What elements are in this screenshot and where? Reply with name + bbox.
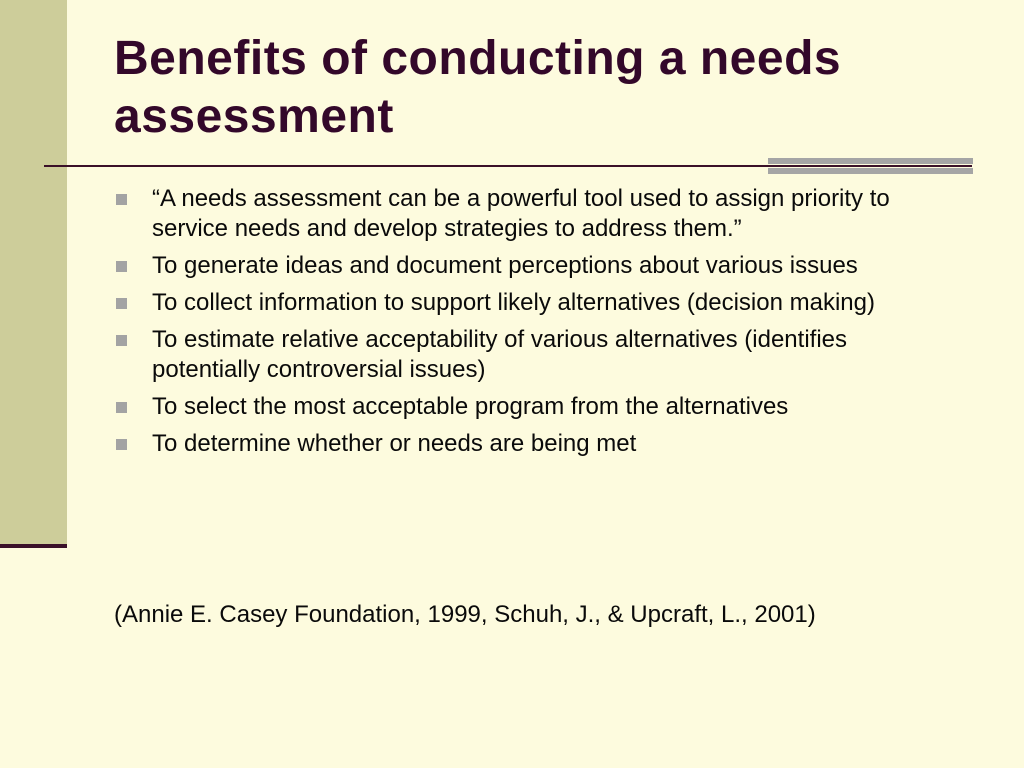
list-item — [114, 325, 914, 385]
list-item — [114, 392, 914, 422]
square-bullet-icon — [116, 402, 127, 413]
citation: (Annie E. Casey Foundation, 1999, Schuh, J., & Upcraft, L., 2001) — [114, 601, 816, 628]
left-bar-underline — [0, 544, 67, 548]
list-item — [114, 429, 914, 459]
accent-bar — [768, 168, 973, 174]
left-decorative-bar — [0, 0, 67, 546]
bullet-text: To determine whether or needs are being met — [152, 430, 637, 457]
square-bullet-icon — [116, 439, 127, 450]
list-item — [114, 251, 914, 281]
bullet-text: To select the most acceptable program from the alternatives — [152, 393, 789, 420]
bullet-text: To estimate relative acceptability of various alternatives (identifies potentially controversial issues) — [152, 326, 847, 383]
bullet-text: To collect information to support likely alternatives (decision making) — [152, 289, 875, 316]
accent-bar — [768, 158, 973, 164]
list-item — [114, 184, 914, 244]
bullet-list — [114, 184, 914, 466]
accent-bars — [768, 158, 973, 180]
slide-title: Benefits of conducting a needs assessment — [114, 32, 842, 143]
square-bullet-icon — [116, 335, 127, 346]
square-bullet-icon — [116, 298, 127, 309]
bullet-text: To generate ideas and document perceptions about various issues — [152, 252, 858, 279]
bullet-text: “A needs assessment can be a powerful tool used to assign priority to service needs and develop strategies to address them.” — [152, 185, 890, 242]
square-bullet-icon — [116, 194, 127, 205]
square-bullet-icon — [116, 261, 127, 272]
list-item — [114, 288, 914, 318]
